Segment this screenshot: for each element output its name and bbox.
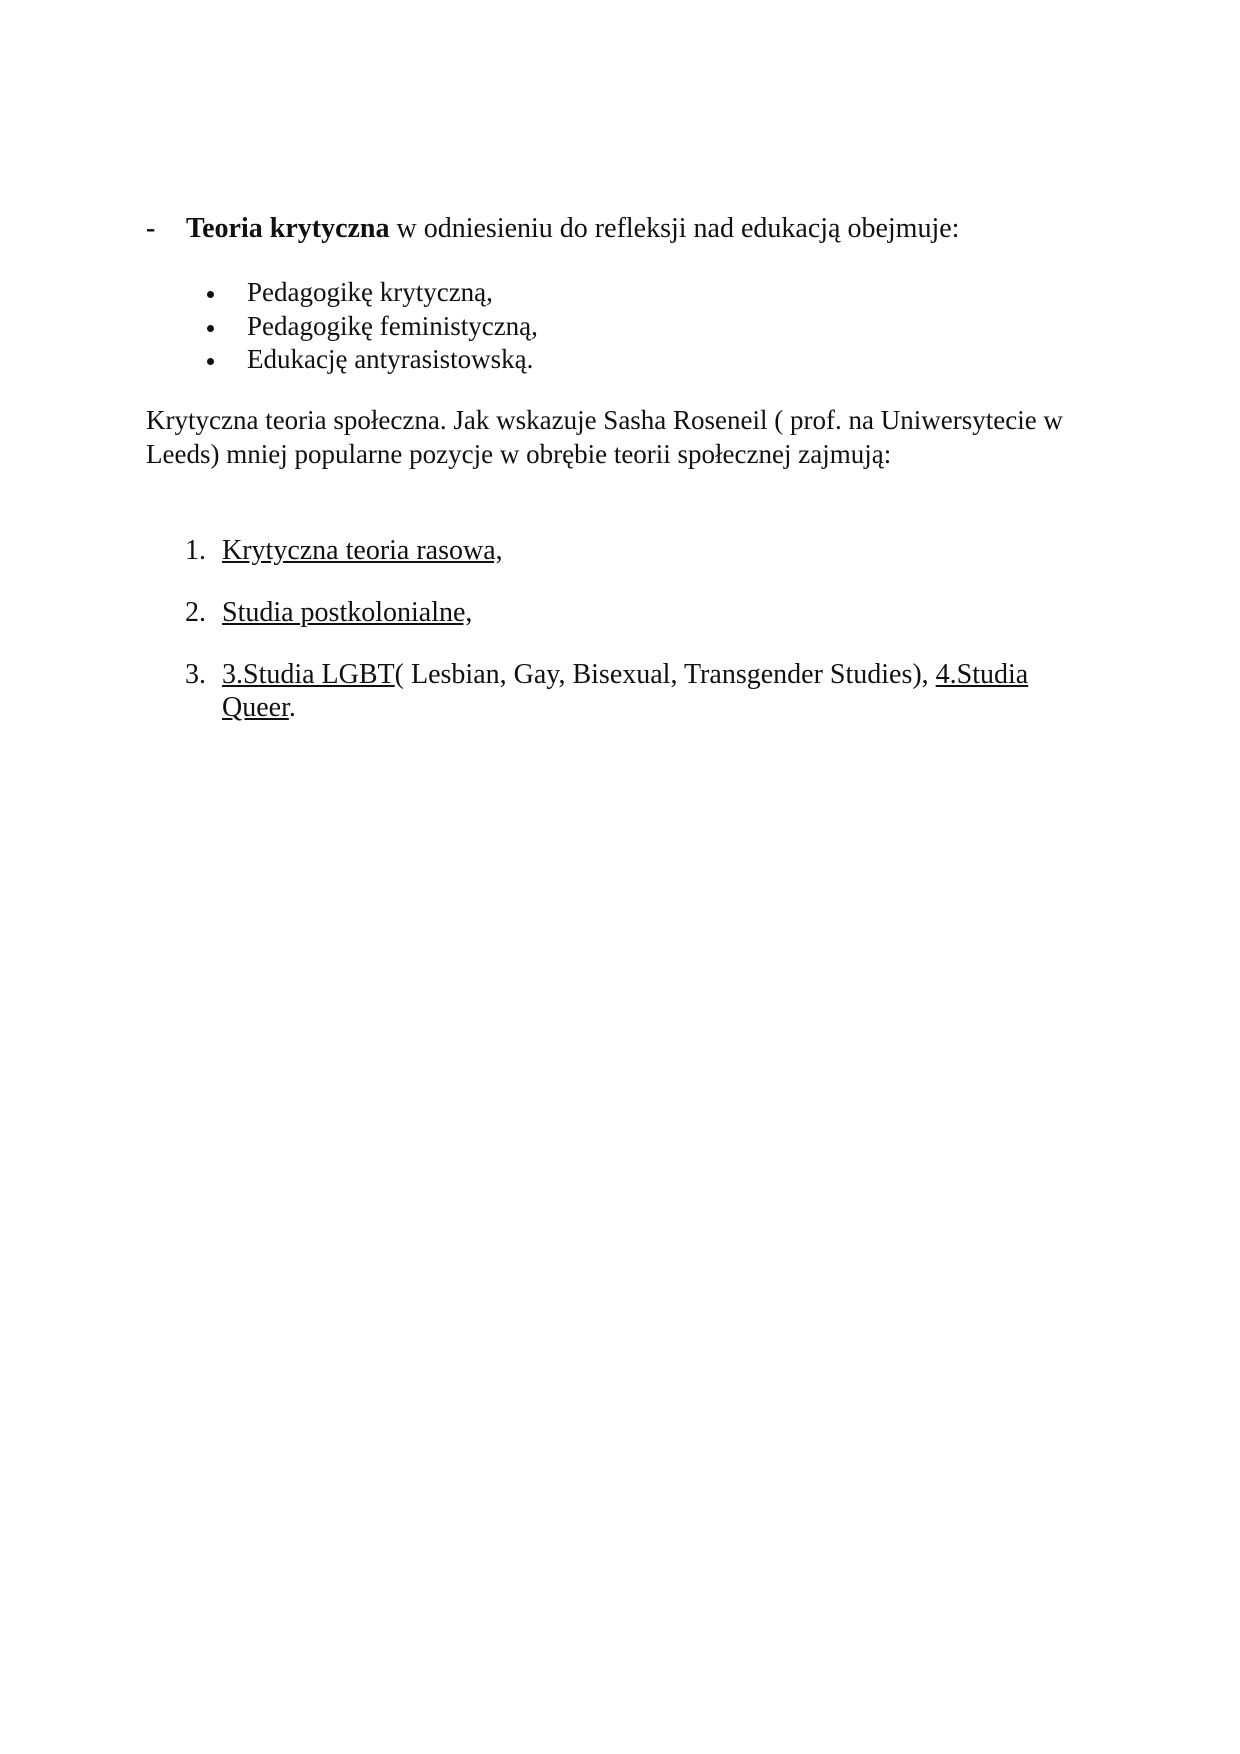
dash-marker: - — [146, 213, 156, 244]
link-krytyczna-teoria-rasowa[interactable]: Krytyczna teoria rasowa, — [222, 535, 503, 566]
link-studia-postkolonialne[interactable]: Studia postkolonialne, — [222, 597, 473, 628]
intro-line — [146, 212, 959, 246]
item-number: 3. — [185, 659, 206, 690]
paragraph-text-a: Krytyczna teoria społeczna. Jak wskazuje Sasha Roseneil ( — [146, 405, 791, 435]
bullet-list — [205, 276, 538, 377]
link-studia-lgbt[interactable]: 3.Studia LGBT — [222, 659, 395, 690]
bold-term: Teoria krytyczna — [186, 213, 390, 244]
paragraph-text-c: Uniwersytecie w Leeds) mniej popularne pozycje w obrębie teorii społecznej zajmują: — [146, 405, 1063, 469]
list-item — [205, 310, 538, 344]
bullet-icon — [207, 358, 214, 365]
list-item — [205, 276, 538, 310]
list-item-label: Edukację antyrasistowską. — [247, 344, 534, 374]
bullet-icon — [207, 325, 214, 332]
body-paragraph — [146, 404, 1076, 471]
item-text: ( Lesbian, Gay, Bisexual, Transgender Studies), — [394, 659, 936, 690]
numbered-item — [180, 658, 1080, 724]
numbered-item — [180, 534, 1080, 567]
list-item — [205, 343, 538, 377]
list-item-label: Pedagogikę feministyczną, — [247, 310, 538, 341]
item-number: 2. — [185, 597, 206, 628]
bullet-icon — [207, 291, 214, 298]
item-number: 1. — [185, 535, 206, 566]
numbered-list — [180, 534, 1080, 753]
item-text-end: . — [288, 692, 296, 723]
paragraph-text-b: prof. na — [790, 405, 874, 435]
intro-text: w odniesieniu do refleksji nad edukacją obejmuje: — [389, 213, 960, 244]
link-studia-queer[interactable]: 4.Studia Queer — [222, 659, 1029, 723]
list-item-label: Pedagogikę krytyczną, — [247, 277, 493, 307]
numbered-item — [180, 596, 1080, 629]
